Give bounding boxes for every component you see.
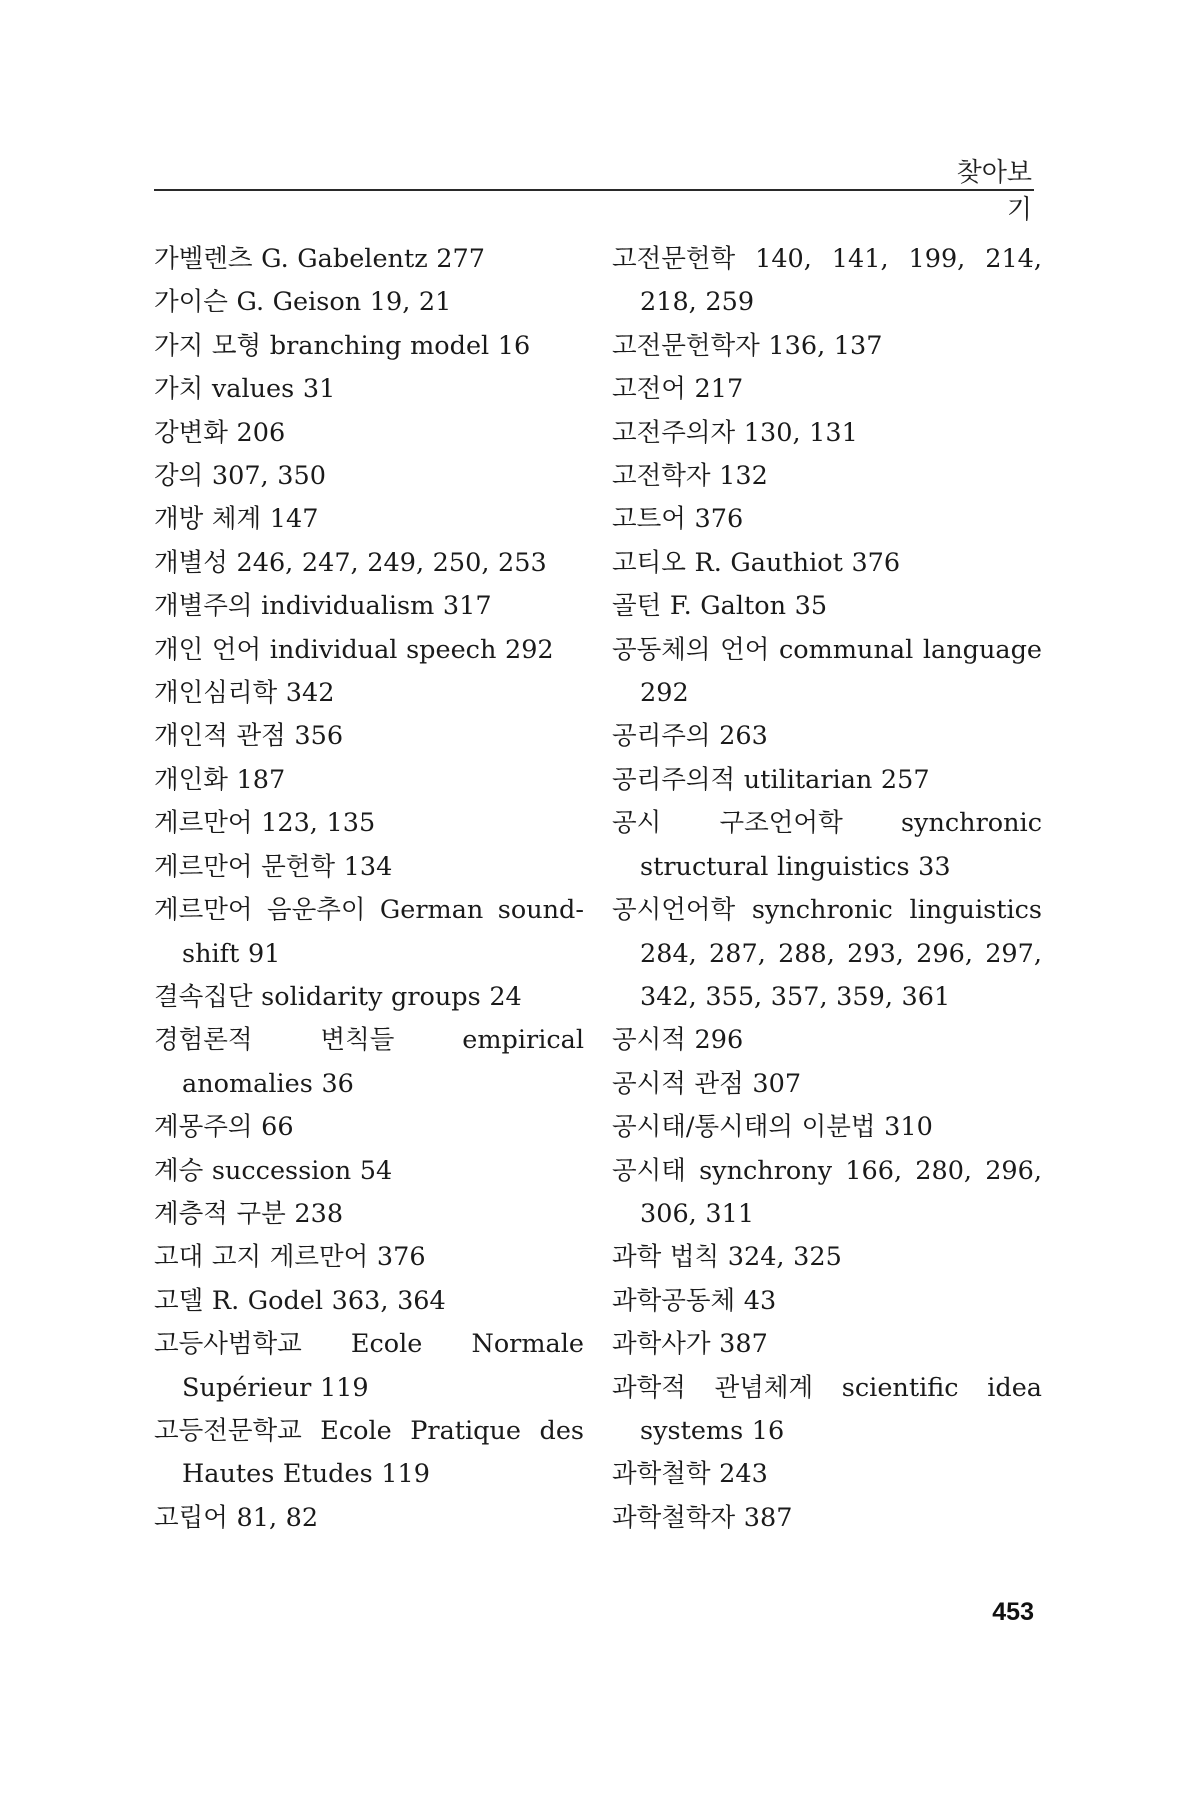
index-entry: 경험론적 변칙들 empirical anomalies 36 xyxy=(154,1025,584,1099)
index-entry: 골턴 F. Galton 35 xyxy=(612,591,828,622)
index-entry: 개인 언어 individual speech 292 xyxy=(154,634,554,665)
index-entry: 고전주의자 130, 131 xyxy=(612,417,858,448)
index-entry: 가지 모형 branching model 16 xyxy=(154,330,531,361)
index-entry: 공시태 synchrony 166, 280, 296, 306, 311 xyxy=(612,1155,1042,1229)
index-column-right xyxy=(612,238,1042,1540)
index-entry: 과학철학자 387 xyxy=(612,1502,793,1533)
index-entry: 고전문헌학 140, 141, 199, 214, 218, 259 xyxy=(612,244,1042,318)
index-entry: 고전학자 132 xyxy=(612,461,768,492)
index-entry: 개인화 187 xyxy=(154,764,286,795)
index-entry: 공동체의 언어 communal language 292 xyxy=(612,634,1042,709)
index-entry: 개인적 관점 356 xyxy=(154,721,344,752)
index-entry: 강의 307, 350 xyxy=(154,461,326,492)
index-entry: 가이슨 G. Geison 19, 21 xyxy=(154,287,452,318)
index-entry: 계몽주의 66 xyxy=(154,1112,294,1143)
index-entry: 게르만어 문헌학 134 xyxy=(154,851,393,882)
index-entry: 공리주의적 utilitarian 257 xyxy=(612,764,930,795)
index-entry: 공시언어학 synchronic linguistics 284, 287, 288, 293, 296, 297, 342, 355, 357, 359, 361 xyxy=(612,895,1042,1012)
index-entry: 과학적 관념체계 scientific idea systems 16 xyxy=(612,1372,1042,1446)
index-entry: 공리주의 263 xyxy=(612,721,768,752)
index-entry: 개별주의 individualism 317 xyxy=(154,591,492,622)
index-entry: 공시태/통시태의 이분법 310 xyxy=(612,1112,933,1143)
index-column-left xyxy=(154,238,584,1540)
running-head: 찾아보기 xyxy=(956,158,1032,225)
header-rule xyxy=(154,189,1034,191)
index-entry: 계승 succession 54 xyxy=(154,1155,393,1186)
index-entry: 결속집단 solidarity groups 24 xyxy=(154,981,522,1012)
index-entry: 과학공동체 43 xyxy=(612,1285,777,1316)
index-entry: 고대 고지 게르만어 376 xyxy=(154,1242,426,1273)
index-entry: 고트어 376 xyxy=(612,504,744,535)
index-entry: 가벨렌츠 G. Gabelentz 277 xyxy=(154,244,485,274)
index-entry: 고등사범학교 Ecole Normale Supérieur 119 xyxy=(154,1329,584,1403)
index-entry: 과학 법칙 324, 325 xyxy=(612,1242,842,1273)
index-entry: 고등전문학교 Ecole Pratique des Hautes Etudes 119 xyxy=(154,1415,584,1490)
index-entry: 개인심리학 342 xyxy=(154,678,335,709)
index-entry: 고델 R. Godel 363, 364 xyxy=(154,1285,446,1316)
index-entry: 공시 구조언어학 synchronic structural linguistics 33 xyxy=(612,808,1042,882)
index-entry: 과학사가 387 xyxy=(612,1329,768,1360)
index-entry: 고티오 R. Gauthiot 376 xyxy=(612,547,901,578)
index-entry: 강변화 206 xyxy=(154,417,286,448)
index-entry: 계층적 구분 238 xyxy=(154,1198,344,1229)
index-entry: 과학철학 243 xyxy=(612,1459,768,1490)
index-entry: 고립어 81, 82 xyxy=(154,1502,319,1533)
index-entry: 고전문헌학자 136, 137 xyxy=(612,330,883,361)
page-number: 453 xyxy=(992,1598,1034,1626)
index-entry: 개별성 246, 247, 249, 250, 253 xyxy=(154,547,547,578)
index-entry: 공시적 관점 307 xyxy=(612,1068,802,1099)
index-entry: 게르만어 123, 135 xyxy=(154,808,376,839)
index-entry: 가치 values 31 xyxy=(154,374,336,405)
index-entry: 고전어 217 xyxy=(612,374,744,405)
index-entry: 공시적 296 xyxy=(612,1025,744,1056)
index-entry: 개방 체계 147 xyxy=(154,504,319,535)
index-entry: 게르만어 음운추이 German sound-shift 91 xyxy=(154,895,584,969)
